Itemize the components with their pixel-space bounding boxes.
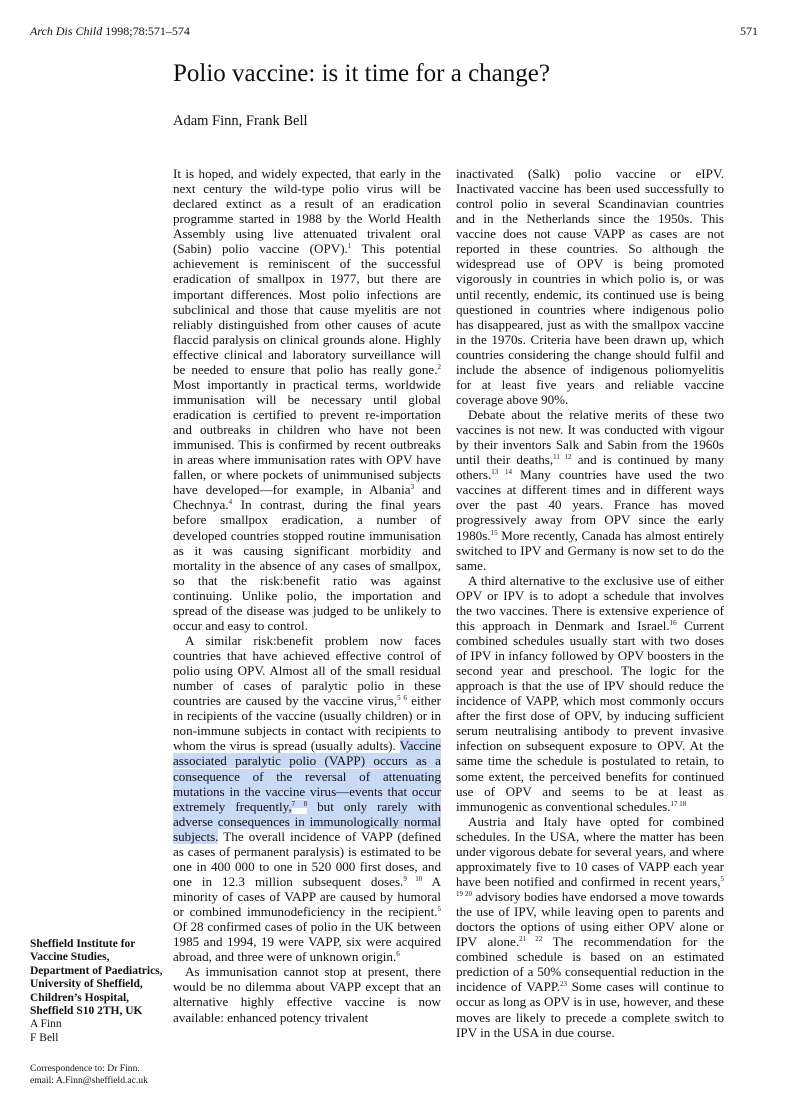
text-run: advisory bodies have endorsed a move towards the use of IPV, while leaving open to parents and doctors the options of using either OPV alone or IPV alone.: [456, 889, 724, 950]
article-authors: Adam Finn, Frank Bell: [173, 113, 308, 129]
citation-ref: 9 10: [403, 874, 423, 883]
author-affiliation: [30, 938, 164, 1045]
paragraph: [456, 407, 724, 573]
text-run: Current combined schedules usually start with two doses of IPV in infancy followed by OPV boosters in the second year and preschool. The logic for the approach is that the use of IPV should reduce the incidence of VAPP, which most commonly occurs after the first dose of OPV, by inducing sufficient serum neutralising antibody to prevent invasive infection on subsequent exposure to OPV. At the same time the schedule is postulated to retain, to some extent, the perceived benefits for continued use of OPV and seems to be at least as immunogenic as conventional schedules.: [456, 617, 724, 814]
citation-ref: 17 18: [670, 799, 687, 808]
correspondence-note: [30, 1063, 170, 1087]
paragraph: [173, 964, 441, 1024]
text-run: The overall incidence of VAPP (defined as cases of permanent paralysis) is estimated to be one in 400 000 to one in 520 000 first doses, and one in 12.3 million subsequent doses.: [173, 828, 441, 889]
citation-ref: 6: [396, 950, 400, 959]
text-run: More recently, Canada has almost entirely switched to IPV and Germany is now set to do the same.: [456, 527, 724, 573]
left-column: [173, 166, 441, 1025]
citation-ref: 1: [347, 242, 352, 251]
text-run: and is continued by many others.: [456, 452, 724, 483]
page-number: 571: [740, 24, 758, 38]
citation-ref: 13 14: [491, 468, 512, 477]
paragraph: [456, 573, 724, 814]
text-run: Debate about the relative merits of these two vaccines is not new. It was conducted with vigour by their inventors Salk and Sabin from the 1960s until their deaths,: [456, 407, 724, 468]
text-run: A similar risk:benefit problem now faces countries that have achieved effective control of polio using OPV. Almost all of the small residual number of cases of paralytic polio in these countries are caused by the vaccine virus,: [173, 632, 441, 709]
correspondence-email[interactable]: email: A.Finn@sheffield.ac.uk: [30, 1075, 148, 1086]
paragraph: [173, 166, 441, 633]
citation-ref: 23: [560, 980, 567, 989]
correspondence-line: Correspondence to: Dr Finn.: [30, 1063, 140, 1074]
paragraph: inactivated (Salk) polio vaccine or eIPV. Inactivated vaccine has been used successfully to control polio in several Scandinavian countries and in the Netherlands since the 1950s. This vaccine does not cause VAPP as cases are not reported in these countries. So although the widespread use of OPV is being promoted vigorously in countries in which polio is, or was until recently, endemic, its continued use is being questioned in countries where indigenous polio has disappeared, just as with the smallpox vaccine in the 1970s. Criteria have been drawn up, which countries considering the change should fulfil and include the absence of indigenous poliomyelitis for at least five years and reliable vaccine coverage above 90%.: [456, 166, 724, 407]
running-header: [30, 24, 190, 39]
citation-ref: 15: [490, 528, 498, 537]
citation-ref: 5 6: [397, 694, 407, 703]
highlighted-text[interactable]: but only rarely with adverse consequences in immunologically normal subjects.: [173, 798, 441, 844]
author-initials: A Finn: [30, 1018, 62, 1031]
citation: 1998;78:571–574: [105, 24, 190, 38]
article-title: Polio vaccine: is it time for a change?: [173, 60, 550, 87]
citation-ref: 11 12: [553, 453, 572, 462]
text-run: As immunisation cannot stop at present, there would be no dilemma about VAPP except that an alternative highly effective vaccine is now available: enhanced potency trivalent: [173, 964, 441, 1025]
text-run: A minority of cases of VAPP are caused by humoral or combined immunodeficiency in the recipient.: [173, 873, 441, 920]
citation-ref: 21 22: [519, 935, 543, 944]
paragraph: [173, 633, 441, 964]
citation-ref: 4: [228, 498, 233, 507]
citation-ref: 16: [669, 618, 677, 627]
text-run: The recommendation for the combined schedule is based on an estimated prediction of a 50% consequential reduction in the incidence of VAPP.: [456, 934, 725, 995]
citation-ref: 2: [437, 362, 441, 371]
institution-address: Sheffield Institute for Vaccine Studies, Department of Paediatrics, University of Sheffield, Children’s Hospital, Sheffield S10 2TH, UK: [30, 938, 163, 1018]
text-run: In contrast, during the final years before smallpox eradication, a number of developed countries stopped routine immunisation as it was causing significant morbidity and mortality in the absence of any cases of smallpox, so that the risk:benefit ratio was against continuing. Unlike polio, the importation and spread of the disease was judged to be unlikely to occur and easy to control.: [173, 497, 441, 633]
author-initials: F Bell: [30, 1031, 59, 1044]
text-run: Austria and Italy have opted for combined schedules. In the USA, where the matter has been under vigorous debate for several years, and where approximately five to 10 cases of VAPP each year have been notified and confirmed in recent years,: [456, 813, 724, 889]
citation-ref: 7 8: [291, 799, 308, 808]
journal-name: Arch Dis Child: [30, 24, 103, 38]
text-run: A third alternative to the exclusive use of either OPV or IPV is to adopt a schedule that involves the two vaccines. There is extensive experience of this approach in Denmark and Israel.: [456, 572, 724, 633]
text-run: This potential achievement is reminiscent of the successful eradication of smallpox in 1977, but there are important differences. Most polio infections are subclinical and those that cause myelitis are not reliably distinguished from other causes of acute flaccid paralysis on clinical grounds alone. Highly effective clinical and laboratory surveillance will be needed to ensure that polio has really gone.: [173, 241, 442, 377]
highlighted-text[interactable]: Vaccine associated paralytic polio (VAPP) occurs as a consequence of the reversal of attenuating mutations in the vaccine virus—events that occur extremely frequently,: [173, 738, 441, 814]
citation-ref: 5: [437, 905, 441, 914]
text-run: Most importantly in practical terms, worldwide immunisation will be necessary until global eradication is certified to prevent re-importation and outbreaks in children who have not been immunised. This is confirmed by recent outbreaks in areas where immunisation rates with OPV have fallen, or where pockets of unimmunised subjects have developed—for example, in Albania: [173, 376, 441, 498]
text-run: either in recipients of the vaccine (usually children) or in non-immune subjects in contact with recipients to whom the virus is spread (usually adults).: [173, 693, 441, 754]
text-run: Of 28 confirmed cases of polio in the UK between 1985 and 1994, 19 were VAPP, six were acquired abroad, and three were of unknown origin.: [173, 919, 441, 965]
text-run: Many countries have used the two vaccines at different times and in different ways over the past 40 years. France has moved progressively away from OPV since the early 1980s.: [456, 467, 724, 543]
right-column: [456, 166, 724, 1040]
paragraph: [456, 814, 724, 1040]
text-run: and Chechnya.: [173, 482, 442, 513]
citation-ref: 3: [410, 483, 415, 492]
text-run: Some cases will continue to occur as long as OPV is in use, however, and these moves are likely to precede a complete switch to IPV in the USA in due course.: [456, 979, 724, 1040]
citation-ref: 5 19 20: [456, 874, 724, 898]
text-run: It is hoped, and widely expected, that early in the next century the wild-type polio virus will be declared extinct as a result of an eradication programme started in 1988 by the World Health Assembly using live attenuated trivalent oral (Sabin) polio vaccine (OPV).: [173, 166, 441, 257]
